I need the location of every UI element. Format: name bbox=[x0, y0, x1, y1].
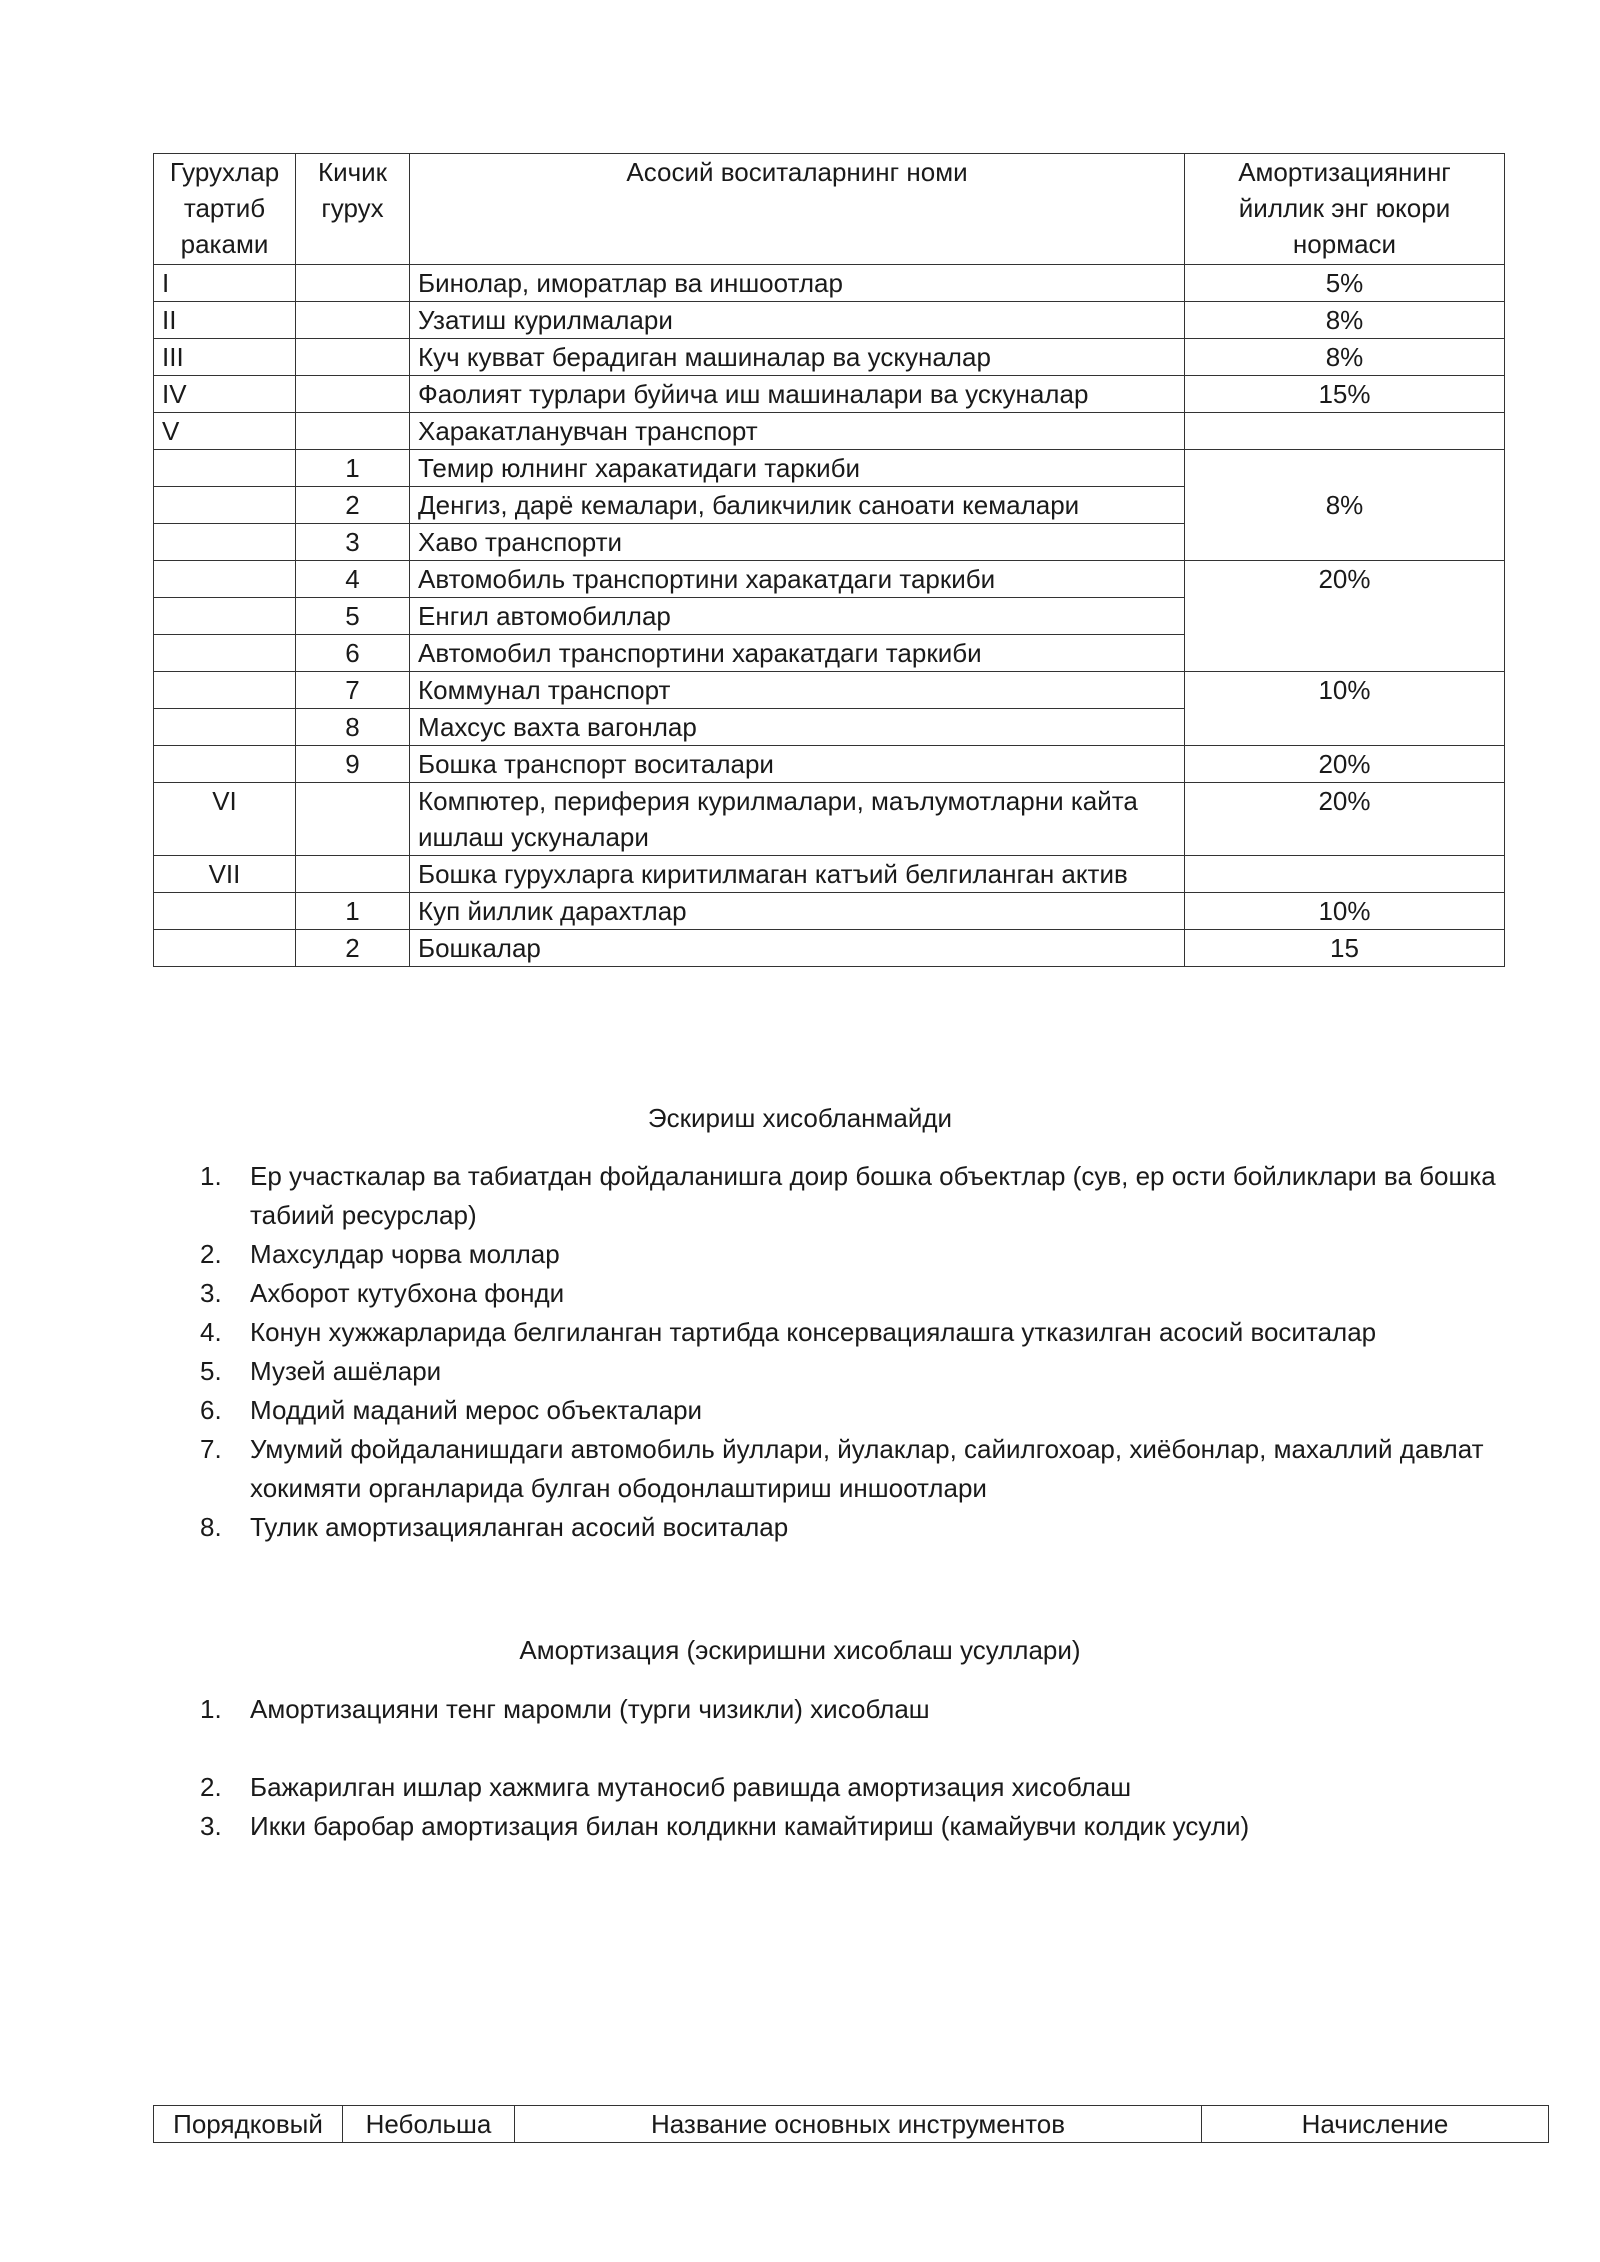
cell-asset-name: Автомобиль транспортини харакатдаги таркиби bbox=[410, 561, 1185, 598]
header-small: Небольша bbox=[343, 2106, 515, 2143]
table-row bbox=[154, 930, 1505, 967]
cell-subgroup bbox=[296, 265, 410, 302]
cell-subgroup: 8 bbox=[296, 709, 410, 746]
table-row bbox=[154, 265, 1505, 302]
table-row bbox=[154, 783, 1505, 856]
cell-asset-name: Темир юлнинг харакатидаги таркиби bbox=[410, 450, 1185, 487]
cell-asset-name: Фаолият турлари буйича иш машиналари ва ускуналар bbox=[410, 376, 1185, 413]
section-title-depreciation-methods: Амортизация (эскиришни хисоблаш усуллари) bbox=[519, 1635, 1081, 1665]
cell-group: III bbox=[154, 339, 296, 376]
cell-asset-name: Енгил автомобиллар bbox=[410, 598, 1185, 635]
cell-rate: 20% bbox=[1185, 746, 1505, 783]
table-row bbox=[154, 856, 1505, 893]
cell-subgroup: 1 bbox=[296, 450, 410, 487]
non-depreciable-list bbox=[200, 1157, 1500, 1547]
list-item: 7. Умумий фойдаланишдаги автомобиль йуллари, йулаклар, сайилгохоар, хиёбонлар, махаллий давлат хокимяти органларида булган ободонлаштириш иншоотлари bbox=[200, 1434, 1484, 1503]
list-item: 4. Конун хужжарларида белгиланган тартибда консервациялашга утказилган асосий воситалар bbox=[200, 1317, 1377, 1347]
cell-group: V bbox=[154, 413, 296, 450]
depreciation-methods-list bbox=[200, 1690, 1500, 1846]
list-item: 6. Моддий маданий мерос объекталари bbox=[200, 1395, 703, 1425]
cell-subgroup: 2 bbox=[296, 487, 410, 524]
cell-asset-name: Денгиз, дарё кемалари, баликчилик саноати кемалари bbox=[410, 487, 1185, 524]
header-asset-name: Асосий воситаларнинг номи bbox=[410, 154, 1185, 265]
cell-rate: 15 bbox=[1185, 930, 1505, 967]
cell-subgroup: 5 bbox=[296, 598, 410, 635]
depreciation-rates-table bbox=[153, 153, 1505, 967]
header-group-number: Гурухлар тартиб раками bbox=[154, 154, 296, 265]
list-item: 3. Ахборот кутубхона фонди bbox=[200, 1278, 565, 1308]
cell-asset-name: Куп йиллик дарахтлар bbox=[410, 893, 1185, 930]
cell-group bbox=[154, 893, 296, 930]
cell-group bbox=[154, 524, 296, 561]
table-row bbox=[154, 413, 1505, 450]
cell-rate: 20% bbox=[1185, 783, 1505, 856]
cell-asset-name: Бошка гурухларга киритилмаган катъий белгиланган актив bbox=[410, 856, 1185, 893]
list-item: 2. Бажарилган ишлар хажмига мутаносиб равишда амортизация хисоблаш bbox=[200, 1772, 1132, 1802]
cell-asset-name: Коммунал транспорт bbox=[410, 672, 1185, 709]
table-row bbox=[154, 450, 1505, 487]
table-header-row bbox=[154, 2106, 1549, 2143]
list-item: 3. Икки баробар амортизация билан колдикни камайтириш (камайувчи колдик усули) bbox=[200, 1811, 1250, 1841]
cell-asset-name: Бошка транспорт воситалари bbox=[410, 746, 1185, 783]
cell-rate-merged: 8% bbox=[1185, 450, 1505, 561]
cell-asset-name: Харакатланувчан транспорт bbox=[410, 413, 1185, 450]
table-row bbox=[154, 746, 1505, 783]
cell-group: II bbox=[154, 302, 296, 339]
cell-rate: 8% bbox=[1185, 339, 1505, 376]
cell-asset-name: Компютер, периферия курилмалари, маълумотларни кайта ишлаш ускуналари bbox=[410, 783, 1185, 856]
cell-rate bbox=[1185, 413, 1505, 450]
table-row bbox=[154, 893, 1505, 930]
cell-group bbox=[154, 598, 296, 635]
cell-group: IV bbox=[154, 376, 296, 413]
cell-group bbox=[154, 930, 296, 967]
list-item: 8. Тулик амортизацияланган асосий воситалар bbox=[200, 1512, 789, 1542]
table-row bbox=[154, 339, 1505, 376]
cell-subgroup: 9 bbox=[296, 746, 410, 783]
header-max-rate: Амортизациянинг йиллик энг юкори нормаси bbox=[1185, 154, 1505, 265]
cell-group: VI bbox=[154, 783, 296, 856]
cell-group bbox=[154, 672, 296, 709]
table-row bbox=[154, 672, 1505, 709]
cell-subgroup bbox=[296, 376, 410, 413]
russian-header-table bbox=[153, 2105, 1549, 2143]
header-tool-name: Название основных инструментов bbox=[515, 2106, 1202, 2143]
cell-subgroup: 1 bbox=[296, 893, 410, 930]
cell-rate-merged: 10% bbox=[1185, 672, 1505, 746]
cell-subgroup: 6 bbox=[296, 635, 410, 672]
list-item: 2. Махсулдар чорва моллар bbox=[200, 1239, 560, 1269]
header-subgroup: Кичик гурух bbox=[296, 154, 410, 265]
table-header-row bbox=[154, 154, 1505, 265]
cell-asset-name: Бинолар, иморатлар ва иншоотлар bbox=[410, 265, 1185, 302]
cell-asset-name: Узатиш курилмалари bbox=[410, 302, 1185, 339]
cell-group bbox=[154, 635, 296, 672]
cell-asset-name: Куч кувват берадиган машиналар ва ускуналар bbox=[410, 339, 1185, 376]
table-row bbox=[154, 376, 1505, 413]
cell-subgroup bbox=[296, 856, 410, 893]
cell-group bbox=[154, 746, 296, 783]
cell-subgroup: 3 bbox=[296, 524, 410, 561]
cell-group bbox=[154, 561, 296, 598]
list-item: 5. Музей ашёлари bbox=[200, 1356, 442, 1386]
cell-subgroup bbox=[296, 413, 410, 450]
cell-subgroup: 4 bbox=[296, 561, 410, 598]
table-row bbox=[154, 302, 1505, 339]
cell-subgroup bbox=[296, 339, 410, 376]
cell-rate: 5% bbox=[1185, 265, 1505, 302]
table-row bbox=[154, 561, 1505, 598]
section-title-non-depreciable: Эскириш хисобланмайди bbox=[647, 1103, 953, 1133]
cell-asset-name: Махсус вахта вагонлар bbox=[410, 709, 1185, 746]
cell-group bbox=[154, 487, 296, 524]
list-item: 1. Амортизацияни тенг маромли (турги чизикли) хисоблаш bbox=[200, 1694, 930, 1724]
cell-asset-name: Автомобил транспортини харакатдаги таркиби bbox=[410, 635, 1185, 672]
cell-subgroup bbox=[296, 783, 410, 856]
cell-rate-merged: 20% bbox=[1185, 561, 1505, 672]
header-ordinal: Порядковый bbox=[154, 2106, 343, 2143]
cell-group: I bbox=[154, 265, 296, 302]
cell-group: VII bbox=[154, 856, 296, 893]
list-item: 1. Ер участкалар ва табиатдан фойдаланишга доир бошка объектлар (сув, ер ости бойликлари ва бошка табиий ресурслар) bbox=[200, 1161, 1496, 1230]
cell-subgroup: 2 bbox=[296, 930, 410, 967]
cell-group bbox=[154, 709, 296, 746]
cell-subgroup: 7 bbox=[296, 672, 410, 709]
cell-rate bbox=[1185, 856, 1505, 893]
cell-rate: 8% bbox=[1185, 302, 1505, 339]
cell-asset-name: Хаво транспорти bbox=[410, 524, 1185, 561]
header-accrual: Начисление bbox=[1202, 2106, 1549, 2143]
cell-subgroup bbox=[296, 302, 410, 339]
cell-asset-name: Бошкалар bbox=[410, 930, 1185, 967]
cell-group bbox=[154, 450, 296, 487]
cell-rate: 10% bbox=[1185, 893, 1505, 930]
cell-rate: 15% bbox=[1185, 376, 1505, 413]
